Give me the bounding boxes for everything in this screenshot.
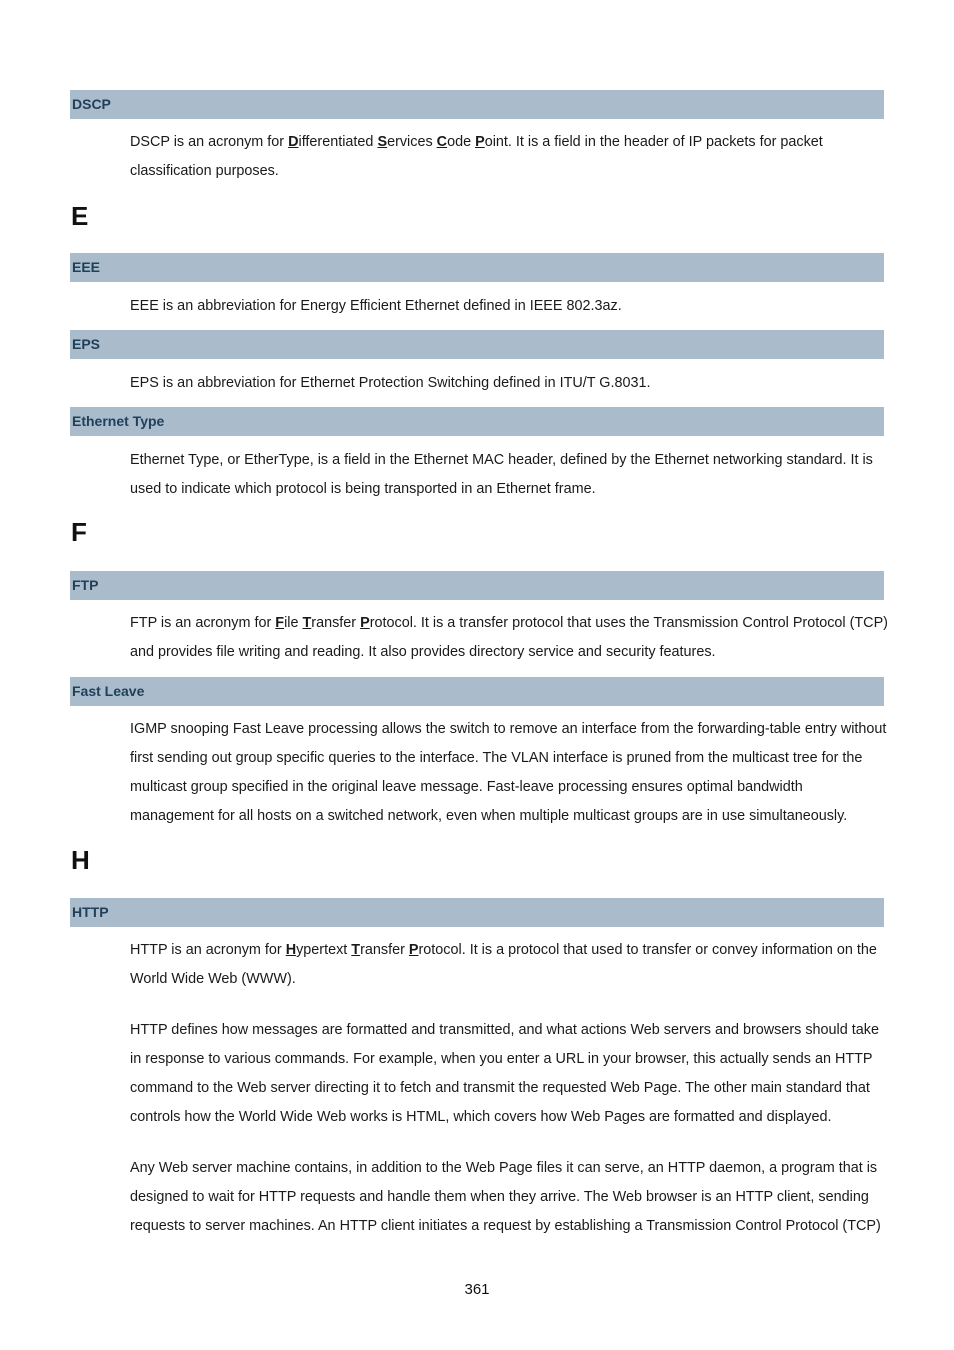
definition-line: DSCP is an acronym for Differentiated Services Code Point. It is a field in the header of IP packets for packet: [130, 134, 823, 150]
definition-ftp: [130, 609, 890, 667]
acronym-letter: C: [436, 134, 448, 150]
definition-line: multicast group specified in the original leave message. Fast-leave processing ensures optimal bandwidth: [130, 779, 803, 795]
definition-line: command to the Web server directing it to fetch and transmit the requested Web Page. The other main standard that: [130, 1080, 870, 1096]
definition-line: IGMP snooping Fast Leave processing allows the switch to remove an interface from the forwarding-table entry without: [130, 721, 887, 737]
definition-line: EPS is an abbreviation for Ethernet Protection Switching defined in ITU/T G.8031.: [130, 375, 651, 391]
definition-http-p1: [130, 936, 890, 994]
definition-line: HTTP is an acronym for Hypertext Transfer Protocol. It is a protocol that used to transfer or convey information on the: [130, 942, 877, 958]
page-number: 361: [464, 1281, 490, 1298]
acronym-letter: D: [288, 134, 299, 150]
term-header-ethernet-type: Ethernet Type: [70, 407, 884, 436]
term-header-eps: EPS: [70, 330, 884, 359]
definition-line: Ethernet Type, or EtherType, is a field in the Ethernet MAC header, defined by the Ethernet networking standard. It is: [130, 452, 873, 468]
definition-fast-leave: [130, 715, 890, 831]
section-letter-f: F: [71, 517, 87, 547]
definition-eps: [130, 369, 890, 398]
term-header-http: HTTP: [70, 898, 884, 927]
definition-line: requests to server machines. An HTTP client initiates a request by establishing a Transmission Control Protocol (TCP): [130, 1218, 881, 1234]
acronym-letter: P: [408, 942, 419, 958]
definition-http-p3: [130, 1154, 890, 1241]
definition-line: designed to wait for HTTP requests and handle them when they arrive. The Web browser is an HTTP client, sending: [130, 1189, 869, 1205]
definition-line: controls how the World Wide Web works is HTML, which covers how Web Pages are formatted and displayed.: [130, 1109, 832, 1125]
section-letter-e: E: [71, 201, 89, 231]
definition-line: management for all hosts on a switched network, even when multiple multicast groups are in use simultaneously.: [130, 808, 848, 824]
definition-line: first sending out group specific queries to the interface. The VLAN interface is pruned from the multicast tree for the: [130, 750, 863, 766]
definition-dscp: [130, 128, 890, 186]
acronym-letter: P: [360, 615, 370, 631]
term-header-eee: EEE: [70, 253, 884, 282]
definition-line: World Wide Web (WWW).: [130, 971, 296, 987]
acronym-letter: T: [302, 615, 312, 631]
definition-line: FTP is an acronym for File Transfer Protocol. It is a transfer protocol that uses the Transmission Control Protocol (TCP): [130, 615, 888, 631]
definition-line: EEE is an abbreviation for Energy Efficient Ethernet defined in IEEE 802.3az.: [130, 298, 622, 314]
definition-line: used to indicate which protocol is being transported in an Ethernet frame.: [130, 481, 596, 497]
definition-line: classification purposes.: [130, 163, 279, 179]
acronym-letter: P: [475, 134, 485, 150]
acronym-letter: S: [377, 134, 388, 150]
definition-line: Any Web server machine contains, in addition to the Web Page files it can serve, an HTTP daemon, a program that is: [130, 1160, 878, 1176]
definition-line: HTTP defines how messages are formatted and transmitted, and what actions Web servers and browsers should take: [130, 1022, 879, 1038]
acronym-letter: H: [285, 942, 297, 958]
term-header-fast-leave: Fast Leave: [70, 677, 884, 706]
section-letter-h: H: [71, 845, 90, 875]
definition-line: and provides file writing and reading. It also provides directory service and security features.: [130, 644, 716, 660]
definition-eee: [130, 292, 890, 321]
definition-ethernet-type: [130, 446, 890, 504]
definition-line: in response to various commands. For example, when you enter a URL in your browser, this actually sends an HTTP: [130, 1051, 873, 1067]
term-header-dscp: DSCP: [70, 90, 884, 119]
acronym-letter: F: [275, 615, 285, 631]
acronym-letter: T: [351, 942, 361, 958]
definition-http-p2: [130, 1016, 890, 1132]
term-header-ftp: FTP: [70, 571, 884, 600]
